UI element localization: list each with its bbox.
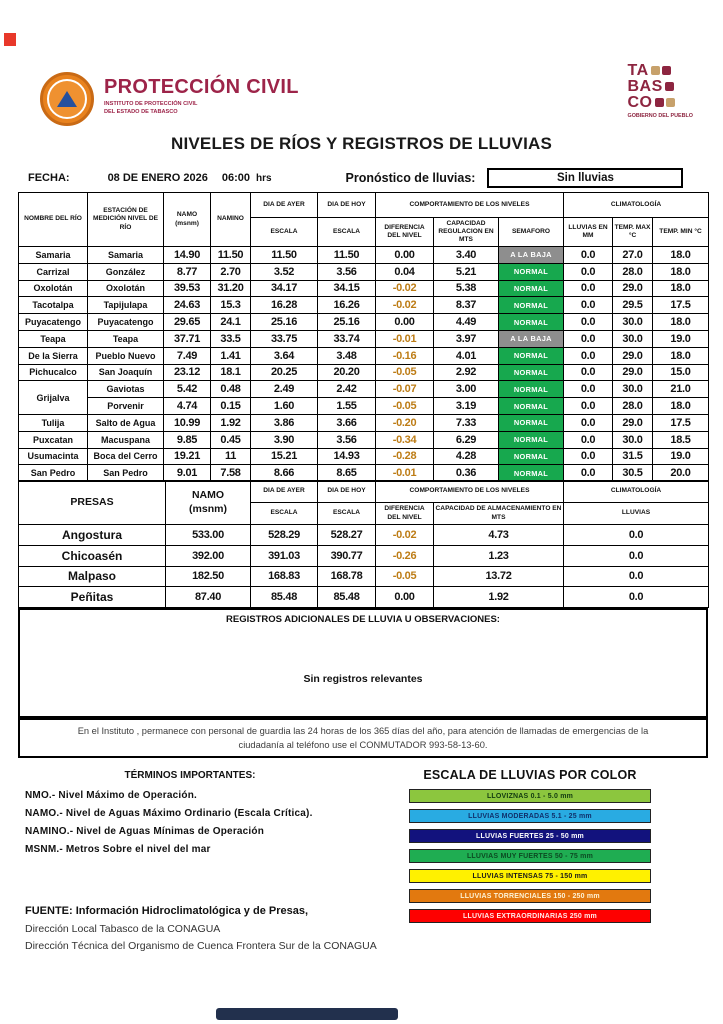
namo-value: 8.77: [164, 263, 211, 280]
yesterday-scale: 3.86: [251, 414, 318, 431]
station-name: Pueblo Nuevo: [88, 347, 164, 364]
namino-value: 7.58: [211, 465, 251, 482]
date-value: 08 DE ENERO 2026: [107, 172, 208, 184]
station-name: Macuspana: [88, 431, 164, 448]
dam-storage-capacity: 1.92: [434, 587, 564, 608]
river-name: De la Sierra: [19, 347, 88, 364]
source-line-1: Dirección Local Tabasco de la CONAGUA: [25, 923, 221, 935]
namo-value: 37.71: [164, 330, 211, 347]
dam-rain: 0.0: [564, 566, 709, 587]
station-name: Samaria: [88, 247, 164, 264]
river-name: Samaria: [19, 247, 88, 264]
col-station: ESTACIÓN DE MEDICIÓN NIVEL DE RÍO: [88, 193, 164, 247]
col-semaforo: SEMAFORO: [499, 218, 564, 247]
rain-mm: 0.0: [564, 364, 613, 381]
semaforo-badge: NORMAL: [499, 381, 564, 398]
river-name: Grijalva: [19, 381, 88, 415]
level-difference: 0.04: [376, 263, 434, 280]
today-scale: 3.56: [318, 431, 376, 448]
level-difference: -0.02: [376, 280, 434, 297]
namino-value: 1.92: [211, 414, 251, 431]
dam-yesterday-scale: 85.48: [251, 587, 318, 608]
river-row: [19, 280, 709, 297]
dam-level-difference: -0.26: [376, 545, 434, 566]
river-name: San Pedro: [19, 465, 88, 482]
level-difference: -0.02: [376, 297, 434, 314]
dam-today-scale: 390.77: [318, 545, 376, 566]
rain-mm: 0.0: [564, 465, 613, 482]
namino-value: 33.5: [211, 330, 251, 347]
regulation-capacity: 3.00: [434, 381, 499, 398]
dam-namo: 533.00: [166, 525, 251, 546]
semaforo-badge: A LA BAJA: [499, 330, 564, 347]
dam-yesterday-scale: 528.29: [251, 525, 318, 546]
temp-max: 27.0: [613, 247, 653, 264]
dam-yesterday-scale: 391.03: [251, 545, 318, 566]
temp-max: 30.0: [613, 431, 653, 448]
rain-mm: 0.0: [564, 414, 613, 431]
regulation-capacity: 5.21: [434, 263, 499, 280]
regulation-capacity: 8.37: [434, 297, 499, 314]
rain-scale-bar: LLUVIAS INTENSAS 75 - 150 mm: [409, 869, 651, 883]
temp-min: 21.0: [653, 381, 709, 398]
col-rain: LLUVIAS EN MM: [564, 218, 613, 247]
river-name: Teapa: [19, 330, 88, 347]
rain-mm: 0.0: [564, 314, 613, 331]
observations-box: [18, 608, 708, 718]
date-row: [28, 167, 698, 189]
level-difference: -0.28: [376, 448, 434, 465]
semaforo-badge: NORMAL: [499, 414, 564, 431]
namino-value: 0.48: [211, 381, 251, 398]
dam-row: [19, 525, 709, 546]
semaforo-badge: NORMAL: [499, 448, 564, 465]
regulation-capacity: 2.92: [434, 364, 499, 381]
namino-value: 0.15: [211, 398, 251, 415]
header: [0, 58, 723, 138]
station-name: Oxolotán: [88, 280, 164, 297]
state-motto: GOBIERNO DEL PUEBLO: [627, 113, 693, 119]
semaforo-badge: NORMAL: [499, 347, 564, 364]
temp-max: 30.0: [613, 314, 653, 331]
yesterday-scale: 16.28: [251, 297, 318, 314]
station-name: San Joaquín: [88, 364, 164, 381]
col-scale-hoy: ESCALA: [318, 218, 376, 247]
dam-level-difference: -0.05: [376, 566, 434, 587]
today-scale: 16.26: [318, 297, 376, 314]
col-dam-namo: NAMO (msnm): [166, 481, 251, 525]
regulation-capacity: 4.49: [434, 314, 499, 331]
temp-max: 31.5: [613, 448, 653, 465]
river-name: Puyacatengo: [19, 314, 88, 331]
source-line-2: Dirección Técnica del Organismo de Cuenca Frontera Sur de la CONAGUA: [25, 940, 377, 952]
temp-min: 18.0: [653, 247, 709, 264]
temp-min: 15.0: [653, 364, 709, 381]
today-scale: 11.50: [318, 247, 376, 264]
yesterday-scale: 15.21: [251, 448, 318, 465]
today-scale: 1.55: [318, 398, 376, 415]
terms-title: TÉRMINOS IMPORTANTES:: [124, 770, 256, 781]
temp-min: 20.0: [653, 465, 709, 482]
rain-mm: 0.0: [564, 398, 613, 415]
rain-scale-bar: LLOVIZNAS 0.1 - 5.0 mm: [409, 789, 651, 803]
logo-tile-icon: [651, 66, 660, 75]
yesterday-scale: 1.60: [251, 398, 318, 415]
temp-max: 30.0: [613, 381, 653, 398]
dam-row: [19, 566, 709, 587]
level-difference: 0.00: [376, 314, 434, 331]
col-dam-capacity: CAPACIDAD DE ALMACENAMIENTO EN MTS: [434, 503, 564, 525]
dam-rain: 0.0: [564, 525, 709, 546]
river-row: [19, 431, 709, 448]
term-definition: NAMINO.- Nivel de Aguas Mínimas de Operación: [25, 826, 265, 837]
col-dam-climate-group: CLIMATOLOGÍA: [564, 481, 709, 503]
col-dam-yesterday: DIA DE AYER: [251, 481, 318, 503]
dam-row: [19, 545, 709, 566]
level-difference: -0.20: [376, 414, 434, 431]
level-difference: -0.05: [376, 398, 434, 415]
station-name: González: [88, 263, 164, 280]
temp-max: 29.0: [613, 280, 653, 297]
namino-value: 31.20: [211, 280, 251, 297]
rain-scale-bar: LLUVIAS MUY FUERTES 50 - 75 mm: [409, 849, 651, 863]
col-climate-group: CLIMATOLOGÍA: [564, 193, 709, 218]
bottom-bar: [216, 1008, 398, 1020]
dam-rain: 0.0: [564, 587, 709, 608]
station-name: Porvenir: [88, 398, 164, 415]
level-difference: 0.00: [376, 247, 434, 264]
river-row: [19, 263, 709, 280]
dam-today-scale: 85.48: [318, 587, 376, 608]
today-scale: 3.66: [318, 414, 376, 431]
col-tmax: TEMP. MAX °C: [613, 218, 653, 247]
dam-namo: 392.00: [166, 545, 251, 566]
yesterday-scale: 3.64: [251, 347, 318, 364]
river-name: Puxcatan: [19, 431, 88, 448]
term-definition: MSNM.- Metros Sobre el nivel del mar: [25, 844, 211, 855]
river-name: Oxolotán: [19, 280, 88, 297]
today-scale: 25.16: [318, 314, 376, 331]
terms-section: [25, 770, 355, 862]
temp-max: 29.0: [613, 347, 653, 364]
today-scale: 8.65: [318, 465, 376, 482]
namino-value: 11.50: [211, 247, 251, 264]
today-scale: 34.15: [318, 280, 376, 297]
namino-value: 2.70: [211, 263, 251, 280]
org-subtitle: INSTITUTO DE PROTECCIÓN CIVIL DEL ESTADO DE TABASCO: [104, 101, 198, 115]
river-row: [19, 448, 709, 465]
rain-scale-bar: LLUVIAS EXTRAORDINARIAS 250 mm: [409, 909, 651, 923]
dam-today-scale: 168.78: [318, 566, 376, 587]
namo-value: 29.65: [164, 314, 211, 331]
temp-max: 30.0: [613, 330, 653, 347]
logo-tile-icon: [666, 98, 675, 107]
yesterday-scale: 8.66: [251, 465, 318, 482]
temp-min: 19.0: [653, 448, 709, 465]
semaforo-badge: NORMAL: [499, 280, 564, 297]
dam-storage-capacity: 13.72: [434, 566, 564, 587]
station-name: Tapijulapa: [88, 297, 164, 314]
note-line-2: ciudadanía al teléfono use el CONMUTADOR 993-58-13-60.: [238, 740, 488, 750]
station-name: Salto de Agua: [88, 414, 164, 431]
river-name: Tacotalpa: [19, 297, 88, 314]
note-line-1: En el Instituto , permanece con personal de guardia las 24 horas de los 365 días del año, para atención de llamadas de emergencias de la: [77, 725, 649, 736]
col-dam-rain: LLUVIAS: [564, 503, 709, 525]
red-corner-marker: [4, 33, 16, 46]
namo-value: 9.85: [164, 431, 211, 448]
temp-max: 28.0: [613, 263, 653, 280]
namo-value: 19.21: [164, 448, 211, 465]
dam-name: Malpaso: [19, 566, 166, 587]
namo-value: 24.63: [164, 297, 211, 314]
temp-min: 17.5: [653, 297, 709, 314]
note-box: [18, 718, 708, 758]
rain-scale-bar: LLUVIAS TORRENCIALES 150 - 250 mm: [409, 889, 651, 903]
time-unit: hrs: [255, 172, 272, 184]
yesterday-scale: 11.50: [251, 247, 318, 264]
date-label: FECHA:: [28, 172, 70, 184]
semaforo-badge: NORMAL: [499, 314, 564, 331]
level-difference: -0.01: [376, 465, 434, 482]
rain-mm: 0.0: [564, 347, 613, 364]
today-scale: 14.93: [318, 448, 376, 465]
dam-level-difference: 0.00: [376, 587, 434, 608]
regulation-capacity: 6.29: [434, 431, 499, 448]
rain-mm: 0.0: [564, 330, 613, 347]
rain-mm: 0.0: [564, 381, 613, 398]
namino-value: 15.3: [211, 297, 251, 314]
river-name: Pichucalco: [19, 364, 88, 381]
dam-storage-capacity: 1.23: [434, 545, 564, 566]
level-difference: -0.01: [376, 330, 434, 347]
semaforo-badge: NORMAL: [499, 398, 564, 415]
today-scale: 33.74: [318, 330, 376, 347]
civil-protection-triangle-icon: [57, 91, 77, 107]
temp-min: 18.0: [653, 314, 709, 331]
regulation-capacity: 3.97: [434, 330, 499, 347]
level-difference: -0.16: [376, 347, 434, 364]
temp-min: 19.0: [653, 330, 709, 347]
col-dam-scale-ayer: ESCALA: [251, 503, 318, 525]
dam-storage-capacity: 4.73: [434, 525, 564, 546]
temp-min: 18.5: [653, 431, 709, 448]
river-row: [19, 247, 709, 264]
level-difference: -0.05: [376, 364, 434, 381]
rivers-table: [18, 192, 709, 482]
namo-value: 14.90: [164, 247, 211, 264]
logo-tile-icon: [655, 98, 664, 107]
river-name: Carrizal: [19, 263, 88, 280]
regulation-capacity: 3.40: [434, 247, 499, 264]
station-name: Teapa: [88, 330, 164, 347]
col-presas: PRESAS: [19, 481, 166, 525]
org-name: PROTECCIÓN CIVIL: [104, 76, 299, 98]
namo-value: 39.53: [164, 280, 211, 297]
rain-mm: 0.0: [564, 247, 613, 264]
forecast-label: Pronóstico de lluvias:: [345, 171, 476, 185]
col-scale-ayer: ESCALA: [251, 218, 318, 247]
namino-value: 18.1: [211, 364, 251, 381]
rain-mm: 0.0: [564, 263, 613, 280]
yesterday-scale: 34.17: [251, 280, 318, 297]
col-behavior-group: COMPORTAMIENTO DE LOS NIVELES: [376, 193, 564, 218]
today-scale: 2.42: [318, 381, 376, 398]
today-scale: 3.48: [318, 347, 376, 364]
yesterday-scale: 33.75: [251, 330, 318, 347]
river-row: [19, 414, 709, 431]
rain-scale-title: ESCALA DE LLUVIAS POR COLOR: [423, 768, 637, 782]
namo-value: 9.01: [164, 465, 211, 482]
station-name: Boca del Cerro: [88, 448, 164, 465]
rain-scale-bar: LLUVIAS MODERADAS 5.1 - 25 mm: [409, 809, 651, 823]
dam-namo: 87.40: [166, 587, 251, 608]
rain-mm: 0.0: [564, 431, 613, 448]
proteccion-civil-seal-icon: [40, 72, 94, 126]
col-yesterday: DIA DE AYER: [251, 193, 318, 218]
forecast-value-box: Sin lluvias: [487, 168, 683, 188]
namino-value: 0.45: [211, 431, 251, 448]
col-namino: NAMINO: [211, 193, 251, 247]
regulation-capacity: 4.28: [434, 448, 499, 465]
station-name: Puyacatengo: [88, 314, 164, 331]
col-capacity: CAPACIDAD REGULACION EN MTS: [434, 218, 499, 247]
river-row: [19, 364, 709, 381]
semaforo-badge: A LA BAJA: [499, 247, 564, 264]
tabasco-logo: TA BAS CO GOBIERNO DEL PUEBLO: [627, 61, 693, 119]
dams-table: [18, 480, 709, 608]
regulation-capacity: 3.19: [434, 398, 499, 415]
col-dam-scale-hoy: ESCALA: [318, 503, 376, 525]
river-row: [19, 314, 709, 331]
dam-name: Peñitas: [19, 587, 166, 608]
semaforo-badge: NORMAL: [499, 465, 564, 482]
time-value: 06:00: [221, 172, 250, 184]
seal-inner-circle: [47, 79, 87, 119]
source-main: FUENTE: Información Hidroclimatológica y de Presas,: [25, 905, 309, 917]
rain-mm: 0.0: [564, 448, 613, 465]
yesterday-scale: 3.90: [251, 431, 318, 448]
term-definition: NMO.- Nivel Máximo de Operación.: [25, 790, 197, 801]
today-scale: 20.20: [318, 364, 376, 381]
dam-level-difference: -0.02: [376, 525, 434, 546]
regulation-capacity: 7.33: [434, 414, 499, 431]
river-name: Usumacinta: [19, 448, 88, 465]
col-river: NOMBRE DEL RÍO: [19, 193, 88, 247]
namo-value: 5.42: [164, 381, 211, 398]
level-difference: -0.34: [376, 431, 434, 448]
col-diff: DIFERENCIA DEL NIVEL: [376, 218, 434, 247]
dam-name: Chicoasén: [19, 545, 166, 566]
rain-mm: 0.0: [564, 297, 613, 314]
regulation-capacity: 4.01: [434, 347, 499, 364]
semaforo-badge: NORMAL: [499, 431, 564, 448]
namino-value: 11: [211, 448, 251, 465]
namo-value: 10.99: [164, 414, 211, 431]
logo-tile-icon: [662, 66, 671, 75]
semaforo-badge: NORMAL: [499, 364, 564, 381]
dam-row: [19, 587, 709, 608]
temp-min: 18.0: [653, 263, 709, 280]
page-title: NIVELES DE RÍOS Y REGISTROS DE LLUVIAS: [170, 134, 553, 153]
col-today: DIA DE HOY: [318, 193, 376, 218]
regulation-capacity: 5.38: [434, 280, 499, 297]
station-name: San Pedro: [88, 465, 164, 482]
river-name: Tulija: [19, 414, 88, 431]
temp-min: 18.0: [653, 280, 709, 297]
river-row: [19, 347, 709, 364]
dam-rain: 0.0: [564, 545, 709, 566]
rain-scale-bar: LLUVIAS FUERTES 25 - 50 mm: [409, 829, 651, 843]
namo-value: 7.49: [164, 347, 211, 364]
yesterday-scale: 25.16: [251, 314, 318, 331]
station-name: Gaviotas: [88, 381, 164, 398]
semaforo-badge: NORMAL: [499, 263, 564, 280]
col-dam-diff: DIFERENCIA DEL NIVEL: [376, 503, 434, 525]
river-row: [19, 398, 709, 415]
namo-value: 23.12: [164, 364, 211, 381]
col-tmin: TEMP. MIN °C: [653, 218, 709, 247]
today-scale: 3.56: [318, 263, 376, 280]
namo-value: 4.74: [164, 398, 211, 415]
temp-min: 17.5: [653, 414, 709, 431]
observations-body: Sin registros relevantes: [303, 673, 423, 685]
col-dam-behavior-group: COMPORTAMIENTO DE LOS NIVELES: [376, 481, 564, 503]
yesterday-scale: 3.52: [251, 263, 318, 280]
temp-max: 29.5: [613, 297, 653, 314]
temp-max: 30.5: [613, 465, 653, 482]
logo-tile-icon: [665, 82, 674, 91]
temp-max: 29.0: [613, 364, 653, 381]
dam-name: Angostura: [19, 525, 166, 546]
observations-title: REGISTROS ADICIONALES DE LLUVIA U OBSERVACIONES:: [226, 614, 500, 625]
dam-yesterday-scale: 168.83: [251, 566, 318, 587]
temp-min: 18.0: [653, 347, 709, 364]
temp-max: 28.0: [613, 398, 653, 415]
river-row: [19, 381, 709, 398]
term-definition: NAMO.- Nivel de Aguas Máximo Ordinario (Escala Crítica).: [25, 808, 313, 819]
level-difference: -0.07: [376, 381, 434, 398]
col-dam-today: DIA DE HOY: [318, 481, 376, 503]
semaforo-badge: NORMAL: [499, 297, 564, 314]
source-section: [25, 905, 455, 957]
rain-mm: 0.0: [564, 280, 613, 297]
yesterday-scale: 2.49: [251, 381, 318, 398]
col-namo: NAMO (msnm): [164, 193, 211, 247]
temp-max: 29.0: [613, 414, 653, 431]
river-row: [19, 330, 709, 347]
temp-min: 18.0: [653, 398, 709, 415]
regulation-capacity: 0.36: [434, 465, 499, 482]
yesterday-scale: 20.25: [251, 364, 318, 381]
river-row: [19, 297, 709, 314]
dam-namo: 182.50: [166, 566, 251, 587]
namino-value: 24.1: [211, 314, 251, 331]
namino-value: 1.41: [211, 347, 251, 364]
dam-today-scale: 528.27: [318, 525, 376, 546]
org-text-block: [104, 76, 299, 116]
